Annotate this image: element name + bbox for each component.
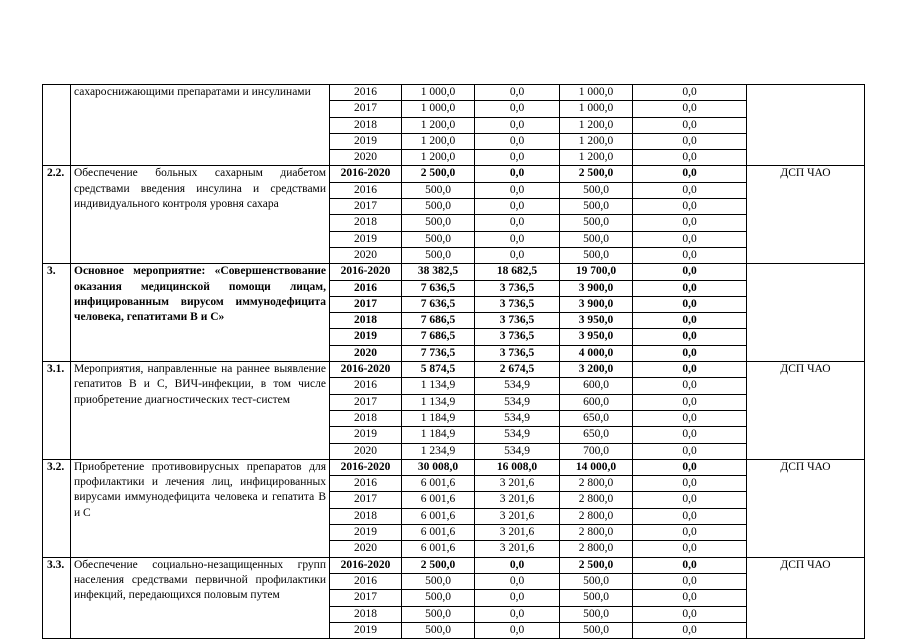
table-row bbox=[43, 166, 865, 182]
total-cell: 7 686,5 bbox=[402, 313, 475, 329]
year-cell: 2019 bbox=[330, 231, 402, 247]
year-cell: 2018 bbox=[330, 313, 402, 329]
other-sources-cell: 0,0 bbox=[633, 573, 747, 589]
other-sources-cell: 0,0 bbox=[633, 85, 747, 101]
table-row bbox=[43, 459, 865, 475]
other-sources-cell: 0,0 bbox=[633, 345, 747, 361]
district-budget-cell: 650,0 bbox=[560, 427, 633, 443]
other-sources-cell: 0,0 bbox=[633, 150, 747, 166]
federal-budget-cell: 0,0 bbox=[475, 590, 560, 606]
district-budget-cell: 1 200,0 bbox=[560, 117, 633, 133]
federal-budget-cell: 3 736,5 bbox=[475, 345, 560, 361]
federal-budget-cell: 0,0 bbox=[475, 101, 560, 117]
executor-cell: ДСП ЧАО bbox=[747, 166, 865, 264]
federal-budget-cell: 16 008,0 bbox=[475, 459, 560, 475]
district-budget-cell: 2 800,0 bbox=[560, 492, 633, 508]
other-sources-cell: 0,0 bbox=[633, 378, 747, 394]
year-cell: 2020 bbox=[330, 150, 402, 166]
total-cell: 500,0 bbox=[402, 622, 475, 638]
federal-budget-cell: 3 736,5 bbox=[475, 313, 560, 329]
other-sources-cell: 0,0 bbox=[633, 410, 747, 426]
district-budget-cell: 2 500,0 bbox=[560, 166, 633, 182]
district-budget-cell: 500,0 bbox=[560, 622, 633, 638]
total-cell: 1 234,9 bbox=[402, 443, 475, 459]
federal-budget-cell: 0,0 bbox=[475, 573, 560, 589]
item-name: Обеспечение больных сахарным диабетом средствами введения инсулина и средствами индивидуального контроля уровня сахара bbox=[71, 166, 330, 264]
item-number: 3.3. bbox=[43, 557, 71, 638]
year-cell: 2017 bbox=[330, 296, 402, 312]
total-cell: 1 200,0 bbox=[402, 150, 475, 166]
other-sources-cell: 0,0 bbox=[633, 622, 747, 638]
federal-budget-cell: 0,0 bbox=[475, 117, 560, 133]
federal-budget-cell: 534,9 bbox=[475, 378, 560, 394]
year-cell: 2019 bbox=[330, 329, 402, 345]
district-budget-cell: 19 700,0 bbox=[560, 264, 633, 280]
year-cell: 2016-2020 bbox=[330, 459, 402, 475]
federal-budget-cell: 3 736,5 bbox=[475, 296, 560, 312]
year-cell: 2019 bbox=[330, 133, 402, 149]
district-budget-cell: 3 200,0 bbox=[560, 362, 633, 378]
district-budget-cell: 600,0 bbox=[560, 394, 633, 410]
total-cell: 500,0 bbox=[402, 247, 475, 263]
year-cell: 2019 bbox=[330, 622, 402, 638]
other-sources-cell: 0,0 bbox=[633, 541, 747, 557]
item-number bbox=[43, 85, 71, 166]
table-row bbox=[43, 85, 865, 101]
district-budget-cell: 700,0 bbox=[560, 443, 633, 459]
other-sources-cell: 0,0 bbox=[633, 443, 747, 459]
district-budget-cell: 600,0 bbox=[560, 378, 633, 394]
total-cell: 500,0 bbox=[402, 606, 475, 622]
federal-budget-cell: 0,0 bbox=[475, 557, 560, 573]
year-cell: 2016 bbox=[330, 573, 402, 589]
total-cell: 6 001,6 bbox=[402, 525, 475, 541]
other-sources-cell: 0,0 bbox=[633, 476, 747, 492]
total-cell: 7 736,5 bbox=[402, 345, 475, 361]
federal-budget-cell: 0,0 bbox=[475, 622, 560, 638]
other-sources-cell: 0,0 bbox=[633, 508, 747, 524]
year-cell: 2018 bbox=[330, 508, 402, 524]
total-cell: 6 001,6 bbox=[402, 508, 475, 524]
other-sources-cell: 0,0 bbox=[633, 199, 747, 215]
district-budget-cell: 500,0 bbox=[560, 215, 633, 231]
total-cell: 7 636,5 bbox=[402, 280, 475, 296]
table-row bbox=[43, 362, 865, 378]
total-cell: 38 382,5 bbox=[402, 264, 475, 280]
table-row bbox=[43, 264, 865, 280]
total-cell: 30 008,0 bbox=[402, 459, 475, 475]
year-cell: 2018 bbox=[330, 117, 402, 133]
year-cell: 2016-2020 bbox=[330, 557, 402, 573]
other-sources-cell: 0,0 bbox=[633, 459, 747, 475]
total-cell: 2 500,0 bbox=[402, 166, 475, 182]
district-budget-cell: 2 800,0 bbox=[560, 541, 633, 557]
district-budget-cell: 500,0 bbox=[560, 247, 633, 263]
federal-budget-cell: 0,0 bbox=[475, 247, 560, 263]
item-number: 3. bbox=[43, 264, 71, 362]
district-budget-cell: 500,0 bbox=[560, 182, 633, 198]
budget-table-body bbox=[43, 85, 865, 639]
year-cell: 2017 bbox=[330, 394, 402, 410]
federal-budget-cell: 0,0 bbox=[475, 182, 560, 198]
federal-budget-cell: 3 201,6 bbox=[475, 541, 560, 557]
item-number: 3.2. bbox=[43, 459, 71, 557]
year-cell: 2020 bbox=[330, 247, 402, 263]
other-sources-cell: 0,0 bbox=[633, 296, 747, 312]
total-cell: 1 134,9 bbox=[402, 378, 475, 394]
total-cell: 6 001,6 bbox=[402, 492, 475, 508]
item-name: сахароснижающими препаратами и инсулинами bbox=[71, 85, 330, 166]
district-budget-cell: 2 800,0 bbox=[560, 508, 633, 524]
year-cell: 2018 bbox=[330, 606, 402, 622]
total-cell: 500,0 bbox=[402, 231, 475, 247]
federal-budget-cell: 534,9 bbox=[475, 394, 560, 410]
total-cell: 500,0 bbox=[402, 182, 475, 198]
total-cell: 500,0 bbox=[402, 215, 475, 231]
district-budget-cell: 3 900,0 bbox=[560, 280, 633, 296]
federal-budget-cell: 18 682,5 bbox=[475, 264, 560, 280]
federal-budget-cell: 3 736,5 bbox=[475, 329, 560, 345]
other-sources-cell: 0,0 bbox=[633, 117, 747, 133]
other-sources-cell: 0,0 bbox=[633, 362, 747, 378]
executor-cell: ДСП ЧАО bbox=[747, 459, 865, 557]
item-number: 2.2. bbox=[43, 166, 71, 264]
federal-budget-cell: 3 201,6 bbox=[475, 476, 560, 492]
total-cell: 500,0 bbox=[402, 573, 475, 589]
federal-budget-cell: 534,9 bbox=[475, 427, 560, 443]
district-budget-cell: 500,0 bbox=[560, 231, 633, 247]
total-cell: 7 686,5 bbox=[402, 329, 475, 345]
year-cell: 2019 bbox=[330, 525, 402, 541]
district-budget-cell: 1 000,0 bbox=[560, 101, 633, 117]
district-budget-cell: 3 900,0 bbox=[560, 296, 633, 312]
year-cell: 2016 bbox=[330, 280, 402, 296]
district-budget-cell: 650,0 bbox=[560, 410, 633, 426]
total-cell: 1 184,9 bbox=[402, 410, 475, 426]
total-cell: 2 500,0 bbox=[402, 557, 475, 573]
other-sources-cell: 0,0 bbox=[633, 557, 747, 573]
district-budget-cell: 4 000,0 bbox=[560, 345, 633, 361]
executor-cell bbox=[747, 264, 865, 362]
total-cell: 1 184,9 bbox=[402, 427, 475, 443]
other-sources-cell: 0,0 bbox=[633, 525, 747, 541]
year-cell: 2016 bbox=[330, 85, 402, 101]
year-cell: 2018 bbox=[330, 410, 402, 426]
year-cell: 2016-2020 bbox=[330, 362, 402, 378]
budget-table bbox=[42, 84, 865, 639]
district-budget-cell: 14 000,0 bbox=[560, 459, 633, 475]
year-cell: 2016 bbox=[330, 378, 402, 394]
federal-budget-cell: 534,9 bbox=[475, 410, 560, 426]
year-cell: 2017 bbox=[330, 590, 402, 606]
other-sources-cell: 0,0 bbox=[633, 264, 747, 280]
total-cell: 6 001,6 bbox=[402, 541, 475, 557]
other-sources-cell: 0,0 bbox=[633, 427, 747, 443]
district-budget-cell: 2 800,0 bbox=[560, 525, 633, 541]
federal-budget-cell: 0,0 bbox=[475, 166, 560, 182]
other-sources-cell: 0,0 bbox=[633, 182, 747, 198]
executor-cell: ДСП ЧАО bbox=[747, 362, 865, 460]
federal-budget-cell: 2 674,5 bbox=[475, 362, 560, 378]
other-sources-cell: 0,0 bbox=[633, 394, 747, 410]
item-name: Мероприятия, направленные на раннее выявление гепатитов В и С, ВИЧ-инфекции, в том числе приобретение диагностических тест-систем bbox=[71, 362, 330, 460]
total-cell: 6 001,6 bbox=[402, 476, 475, 492]
year-cell: 2016-2020 bbox=[330, 166, 402, 182]
district-budget-cell: 500,0 bbox=[560, 590, 633, 606]
district-budget-cell: 500,0 bbox=[560, 606, 633, 622]
executor-cell: ДСП ЧАО bbox=[747, 557, 865, 638]
year-cell: 2019 bbox=[330, 427, 402, 443]
total-cell: 7 636,5 bbox=[402, 296, 475, 312]
year-cell: 2020 bbox=[330, 345, 402, 361]
other-sources-cell: 0,0 bbox=[633, 215, 747, 231]
total-cell: 1 134,9 bbox=[402, 394, 475, 410]
district-budget-cell: 3 950,0 bbox=[560, 313, 633, 329]
other-sources-cell: 0,0 bbox=[633, 280, 747, 296]
federal-budget-cell: 0,0 bbox=[475, 606, 560, 622]
other-sources-cell: 0,0 bbox=[633, 606, 747, 622]
district-budget-cell: 1 000,0 bbox=[560, 85, 633, 101]
federal-budget-cell: 0,0 bbox=[475, 150, 560, 166]
executor-cell bbox=[747, 85, 865, 166]
item-name: Обеспечение социально-незащищенных групп населения средствами первичной профилактики инфекций, передающихся половым путем bbox=[71, 557, 330, 638]
federal-budget-cell: 3 201,6 bbox=[475, 525, 560, 541]
federal-budget-cell: 0,0 bbox=[475, 85, 560, 101]
district-budget-cell: 3 950,0 bbox=[560, 329, 633, 345]
federal-budget-cell: 0,0 bbox=[475, 133, 560, 149]
total-cell: 1 000,0 bbox=[402, 85, 475, 101]
federal-budget-cell: 3 201,6 bbox=[475, 508, 560, 524]
district-budget-cell: 1 200,0 bbox=[560, 133, 633, 149]
other-sources-cell: 0,0 bbox=[633, 231, 747, 247]
other-sources-cell: 0,0 bbox=[633, 329, 747, 345]
year-cell: 2020 bbox=[330, 443, 402, 459]
total-cell: 1 200,0 bbox=[402, 133, 475, 149]
total-cell: 1 200,0 bbox=[402, 117, 475, 133]
federal-budget-cell: 0,0 bbox=[475, 199, 560, 215]
year-cell: 2016 bbox=[330, 182, 402, 198]
table-row bbox=[43, 557, 865, 573]
federal-budget-cell: 0,0 bbox=[475, 215, 560, 231]
other-sources-cell: 0,0 bbox=[633, 101, 747, 117]
district-budget-cell: 2 500,0 bbox=[560, 557, 633, 573]
other-sources-cell: 0,0 bbox=[633, 247, 747, 263]
federal-budget-cell: 3 736,5 bbox=[475, 280, 560, 296]
total-cell: 500,0 bbox=[402, 199, 475, 215]
total-cell: 5 874,5 bbox=[402, 362, 475, 378]
year-cell: 2018 bbox=[330, 215, 402, 231]
other-sources-cell: 0,0 bbox=[633, 166, 747, 182]
other-sources-cell: 0,0 bbox=[633, 133, 747, 149]
year-cell: 2016 bbox=[330, 476, 402, 492]
district-budget-cell: 500,0 bbox=[560, 199, 633, 215]
year-cell: 2017 bbox=[330, 492, 402, 508]
total-cell: 1 000,0 bbox=[402, 101, 475, 117]
item-name: Приобретение противовирусных препаратов для профилактики и лечения лиц, инфицированных вирусами иммунодефицита человека и гепатита В и С bbox=[71, 459, 330, 557]
other-sources-cell: 0,0 bbox=[633, 492, 747, 508]
item-number: 3.1. bbox=[43, 362, 71, 460]
other-sources-cell: 0,0 bbox=[633, 590, 747, 606]
year-cell: 2016-2020 bbox=[330, 264, 402, 280]
item-name: Основное мероприятие: «Совершенствование оказания медицинской помощи лицам, инфицированным вирусом иммунодефицита человека, гепатитами В и С» bbox=[71, 264, 330, 362]
year-cell: 2020 bbox=[330, 541, 402, 557]
district-budget-cell: 500,0 bbox=[560, 573, 633, 589]
total-cell: 500,0 bbox=[402, 590, 475, 606]
year-cell: 2017 bbox=[330, 199, 402, 215]
federal-budget-cell: 3 201,6 bbox=[475, 492, 560, 508]
year-cell: 2017 bbox=[330, 101, 402, 117]
federal-budget-cell: 534,9 bbox=[475, 443, 560, 459]
district-budget-cell: 2 800,0 bbox=[560, 476, 633, 492]
other-sources-cell: 0,0 bbox=[633, 313, 747, 329]
federal-budget-cell: 0,0 bbox=[475, 231, 560, 247]
district-budget-cell: 1 200,0 bbox=[560, 150, 633, 166]
